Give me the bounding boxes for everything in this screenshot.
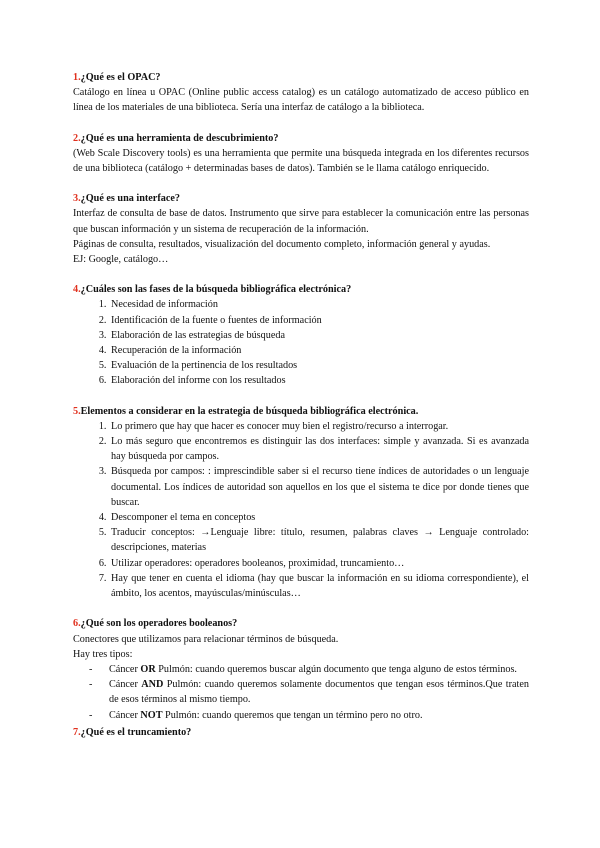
heading-search-phases: 4.¿Cuáles son las fases de la búsqueda bibliográfica electrónica?: [73, 284, 352, 296]
list-item: 7. Hay que tener en cuenta el idioma (hay que buscar la información en su idioma correspondiente), el ámbito, los acentos, mayúsculas/minúsculas…: [109, 571, 529, 601]
list-item: 3. Elaboración de las estrategias de búsqueda: [109, 328, 529, 343]
answer-boolean-1: Conectores que utilizamos para relacionar términos de búsqueda.: [73, 633, 339, 645]
list-item: 1. Necesidad de información: [109, 297, 529, 312]
answer-opac: Catálogo en línea u OPAC (Online public access catalog) es un catálogo automatizado de acceso público en línea de los materiales de una biblioteca. Sería una interfaz de catálogo a la biblioteca.: [73, 87, 529, 114]
list-item: 6. Elaboración del informe con los resultados: [109, 373, 529, 388]
list-item: 3. Búsqueda por campos: : imprescindible saber si el recurso tiene índices de autoridades o un lenguaje documental. Los índices de autoridad son aquellos en los que el sistema te dice por donde tienes que buscar.: [109, 464, 529, 510]
list-item: 4. Recuperación de la información: [109, 343, 529, 358]
operator-or: OR: [140, 663, 156, 675]
heading-boolean-operators: 6.¿Qué son los operadores booleanos?: [73, 618, 238, 630]
answer-boolean-2: Hay tres tipos:: [73, 648, 133, 660]
boolean-operators-list: [73, 662, 529, 723]
list-item: 6. Utilizar operadores: operadores booleanos, proximidad, truncamiento…: [109, 556, 529, 571]
search-strategy-list: [73, 419, 529, 601]
heading-opac: 1.¿Qué es el OPAC?: [73, 72, 161, 83]
list-item: 2. Lo más seguro que encontremos es distinguir las dos interfaces: simple y avanzada. Si es avanzada hay búsqueda por campos.: [109, 434, 529, 464]
list-item: 1. Lo primero que hay que hacer es conocer muy bien el registro/recurso a interrogar.: [109, 419, 529, 434]
search-phases-list: [73, 297, 529, 388]
list-item: 5. Traducir conceptos: →Lenguaje libre: título, resumen, palabras claves → Lenguaje controlado: descripciones, materias: [109, 525, 529, 555]
list-item: 5. Evaluación de la pertinencia de los resultados: [109, 358, 529, 373]
heading-interface: 3.¿Qué es una interface?: [73, 193, 180, 205]
operator-and: AND: [141, 679, 164, 691]
answer-interface-2: Páginas de consulta, resultados, visualización del documento completo, información general y ayudas.: [73, 238, 491, 250]
list-item: 4. Descomponer el tema en conceptos: [109, 510, 529, 525]
list-item: - Cáncer NOT Pulmón: cuando queremos que tengan un término pero no otro.: [73, 708, 529, 723]
answer-interface-example: EJ: Google, catálogo…: [73, 254, 169, 266]
list-item: - Cáncer OR Pulmón: cuando queremos buscar algún documento que tenga alguno de estos términos.: [73, 662, 529, 677]
list-item: - Cáncer AND Pulmón: cuando queremos solamente documentos que tengan esos términos.Que traten de esos términos al mismo tiempo.: [73, 677, 529, 707]
heading-discovery-tool: 2.¿Qué es una herramienta de descubrimiento?: [73, 132, 279, 144]
list-item: 2. Identificación de la fuente o fuentes de información: [109, 313, 529, 328]
operator-not: NOT: [140, 709, 163, 721]
heading-search-strategy: 5.Elementos a considerar en la estrategia de búsqueda bibliográfica electrónica.: [73, 405, 419, 417]
answer-interface-1: Interfaz de consulta de base de datos. Instrumento que sirve para establecer la comunicación entre las personas que buscan información y un sistema de recuperación de la información.: [73, 208, 529, 235]
document-page: [73, 70, 529, 740]
heading-truncation: 7.¿Qué es el truncamiento?: [73, 726, 192, 738]
answer-discovery-tool: (Web Scale Discovery tools) es una herramienta que permite una búsqueda integrada en los diferentes recursos de una biblioteca (catálogo + determinadas bases de datos). También se le llama catálogo enriquecido.: [73, 147, 529, 175]
